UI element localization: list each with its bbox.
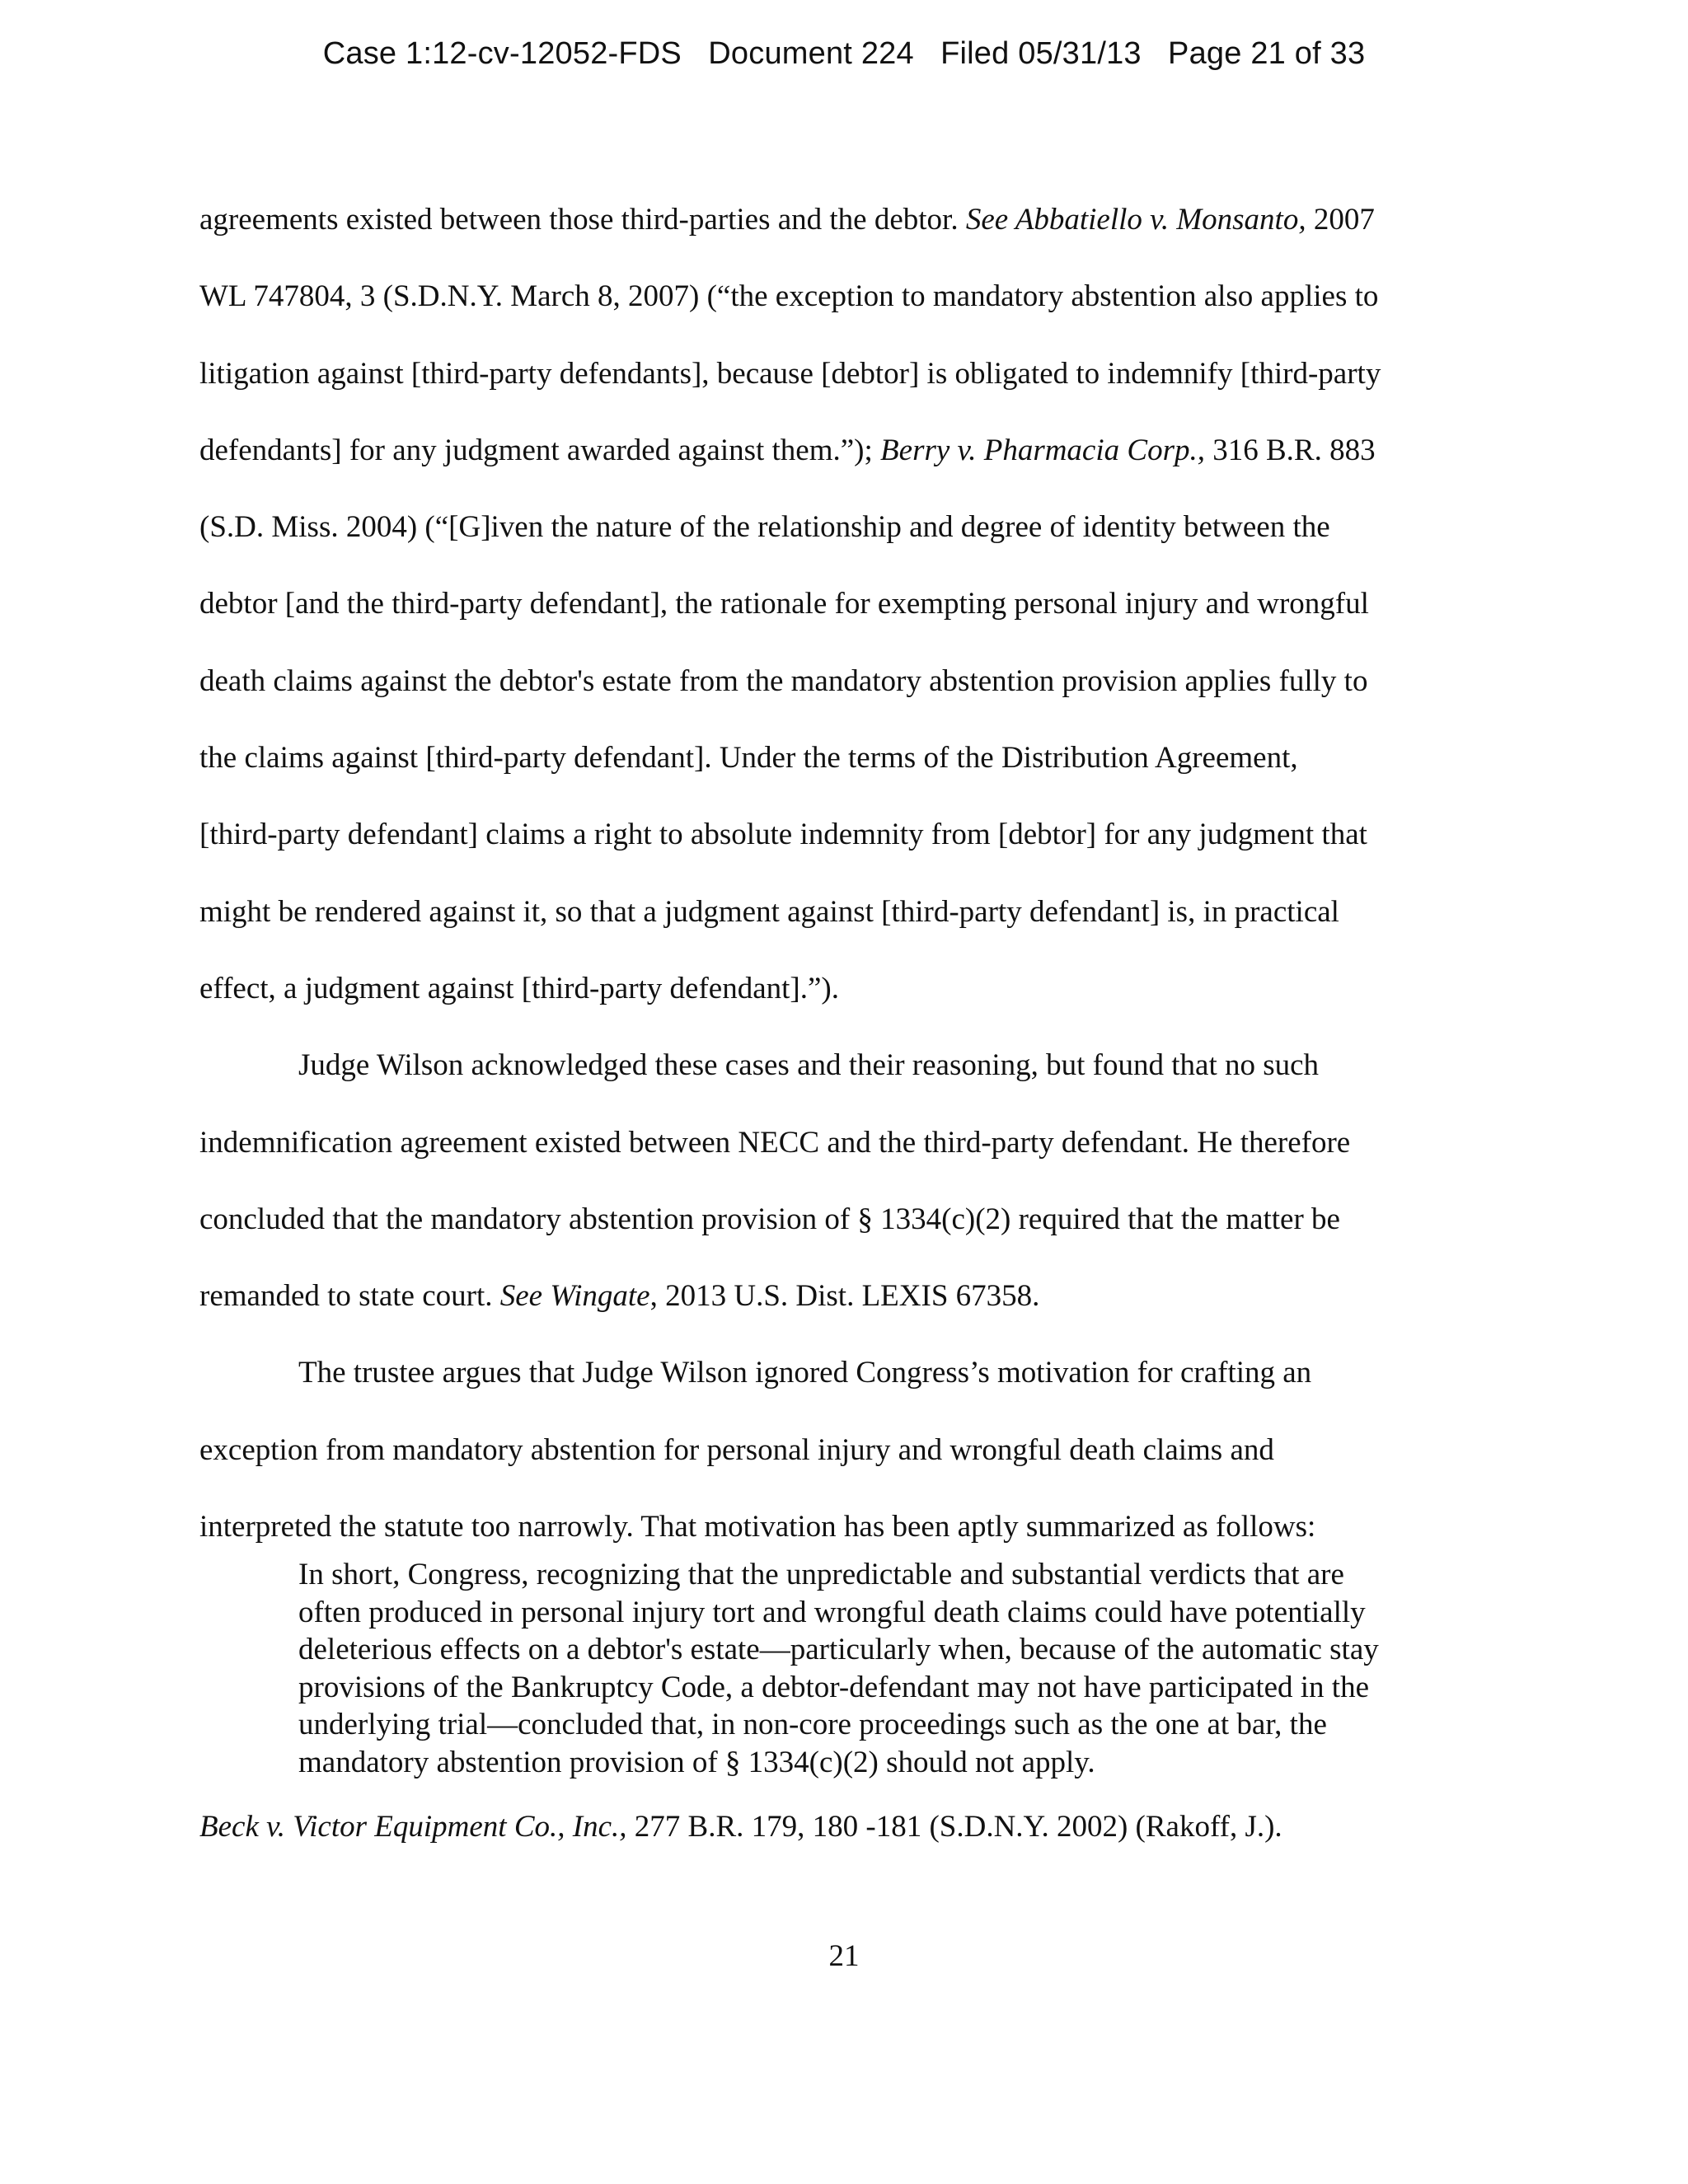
text-line: debtor [and the third-party defendant], the rationale for exempting personal injury and wrongful <box>199 587 1369 621</box>
text-span: defendants] for any judgment awarded against them.”); <box>199 433 881 467</box>
text-line: effect, a judgment against [third-party defendant].”). <box>199 971 839 1005</box>
quote-citation <box>199 1803 1493 1851</box>
text-line: indemnification agreement existed between NECC and the third-party defendant. He therefore <box>199 1125 1351 1160</box>
text-span: agreements existed between those third-parties and the debtor. <box>199 203 966 237</box>
paragraph-3 <box>199 1349 1493 1551</box>
case-citation-berry: Berry v. Pharmacia Corp., <box>880 433 1205 467</box>
text-line: WL 747804, 3 (S.D.N.Y. March 8, 2007) (“the exception to mandatory abstention also applies to <box>199 279 1379 314</box>
header-case-number: Case 1:12-cv-12052-FDS <box>322 36 682 71</box>
text-line: The trustee argues that Judge Wilson ignored Congress’s motivation for crafting an <box>298 1356 1312 1390</box>
text-line: (S.D. Miss. 2004) (“[G]iven the nature of the relationship and degree of identity between the <box>199 510 1330 545</box>
case-citation-beck: Beck v. Victor Equipment Co., Inc., <box>199 1809 627 1844</box>
text-line: interpreted the statute too narrowly. That motivation has been aptly summarized as follows: <box>199 1510 1316 1544</box>
text-line: litigation against [third-party defendants], because [debtor] is obligated to indemnify [third-party <box>199 356 1381 391</box>
quote-line: provisions of the Bankruptcy Code, a debtor-defendant may not have participated in the <box>298 1670 1370 1704</box>
block-quote <box>298 1556 1493 1782</box>
quote-line: mandatory abstention provision of § 1334(c)(2) should not apply. <box>298 1746 1095 1780</box>
case-citation-abbatiello: See Abbatiello v. Monsanto, <box>965 203 1306 237</box>
text-line: the claims against [third-party defendant]. Under the terms of the Distribution Agreement, <box>199 741 1298 776</box>
text-span: remanded to state court. <box>199 1279 500 1314</box>
header-page-count: Page 21 of 33 <box>1168 36 1366 71</box>
quote-line: deleterious effects on a debtor's estate—particularly when, because of the automatic stay <box>298 1633 1379 1667</box>
paragraph-1 <box>199 196 1493 1042</box>
text-line: Judge Wilson acknowledged these cases and their reasoning, but found that no such <box>298 1048 1320 1083</box>
text-line: death claims against the debtor's estate from the mandatory abstention provision applies fully to <box>199 663 1368 698</box>
text-line <box>199 1272 1493 1349</box>
paragraph-2 <box>199 1042 1493 1349</box>
text-span: 316 B.R. 883 <box>1204 433 1376 467</box>
text-line <box>199 427 1493 504</box>
text-line: might be rendered against it, so that a judgment against [third-party defendant] is, in practical <box>199 894 1339 929</box>
text-line: [third-party defendant] claims a right to absolute indemnity from [debtor] for any judgment that <box>199 818 1367 852</box>
case-citation-wingate: See Wingate <box>499 1279 650 1314</box>
text-span: 2007 <box>1306 203 1375 237</box>
quote-line: often produced in personal injury tort and wrongful death claims could have potentially <box>298 1595 1366 1629</box>
header-document-number: Document 224 <box>708 36 914 71</box>
page-number: 21 <box>828 1939 860 1973</box>
text-line <box>199 196 1493 273</box>
header-filed-date: Filed 05/31/13 <box>940 36 1142 71</box>
text-span: , 2013 U.S. Dist. LEXIS 67358. <box>649 1279 1040 1314</box>
quote-line: In short, Congress, recognizing that the unpredictable and substantial verdicts that are <box>298 1558 1344 1592</box>
text-span: 277 B.R. 179, 180 -181 (S.D.N.Y. 2002) (Rakoff, J.). <box>626 1809 1282 1844</box>
text-line: exception from mandatory abstention for personal injury and wrongful death claims and <box>199 1432 1274 1467</box>
text-line: concluded that the mandatory abstention provision of § 1334(c)(2) required that the matter be <box>199 1202 1340 1236</box>
document-body <box>199 196 1493 1851</box>
case-header <box>0 36 1688 72</box>
quote-line: underlying trial—concluded that, in non-core proceedings such as the one at bar, the <box>298 1708 1327 1742</box>
